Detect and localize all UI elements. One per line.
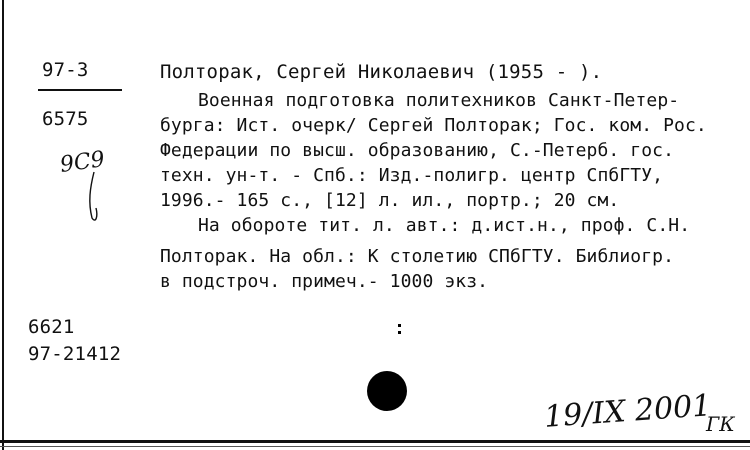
handwritten-date: 19/IX 2001 [542, 388, 713, 435]
card-bottom-edge [0, 440, 750, 443]
card-left-edge [2, 0, 4, 450]
shelfmark: 97-3 [42, 59, 89, 81]
body-line: 1996.- 165 с., [12] л. ил., портр.; 20 см. [160, 190, 620, 211]
punch-dot [398, 331, 401, 334]
handwritten-mark: 9С9 [58, 147, 107, 178]
shelfmark-underline [38, 89, 122, 91]
body-line: Федерации по высш. образованию, С.-Петерб. гос. [160, 140, 675, 161]
punch-dot [398, 324, 401, 327]
body-line: Полторак. На обл.: К столетию СПбГТУ. Библиогр. [160, 246, 675, 267]
handwritten-stroke [84, 168, 104, 228]
body-line: в подстроч. примеч.- 1000 экз. [160, 271, 489, 292]
code-2: 97-21412 [28, 343, 122, 365]
body-line: Военная подготовка политехников Санкт-Петер- [198, 90, 680, 111]
handwritten-initials: ГК [706, 412, 735, 436]
body-line: бурга: Ист. очерк/ Сергей Полторак; Гос. ком. Рос. [160, 115, 707, 136]
body-line: техн. ун-т. - Спб.: Изд.-полигр. центр СпбГТУ, [160, 165, 664, 186]
body-line: На обороте тит. л. авт.: д.ист.н., проф. С.Н. [198, 215, 691, 236]
inventory-number: 6575 [42, 108, 89, 130]
code-1: 6621 [28, 316, 75, 338]
card-punch-hole [367, 371, 407, 411]
card-bottom-edge-shadow [0, 446, 750, 447]
author-heading: Полторак, Сергей Николаевич (1955 - ). [160, 61, 603, 83]
